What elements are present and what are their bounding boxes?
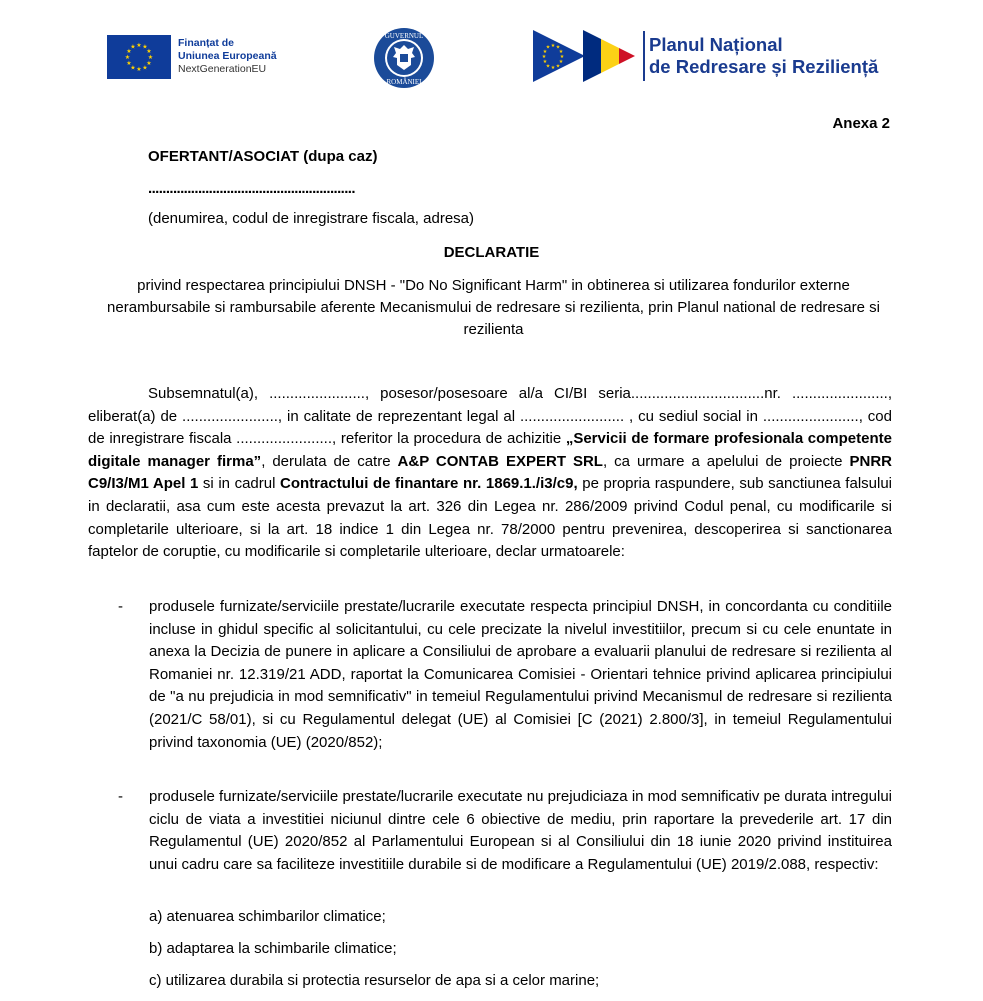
service-name: „Servicii de formare profesionala competente digitale manager firma” [88,430,892,470]
svg-text:★: ★ [541,54,547,60]
svg-text:★: ★ [555,63,561,70]
objective-item: a) atenuarea schimbarilor climatice; [149,908,386,925]
objective-item: c) utilizarea durabila si protectia resurselor de apa si a celor marine; [149,972,600,989]
svg-text:★: ★ [142,43,148,51]
bullet-dash: - [118,788,123,805]
svg-text:★: ★ [542,59,548,65]
objective-item: b) adaptarea la schimbarile climatice; [149,940,397,957]
svg-text:★: ★ [558,49,564,55]
declaration-subtitle: privind respectarea principiului DNSH - "Do No Significant Harm" in obtinerea si utilizarea fondurilor externe nerambursabile si rambursabile aferente Mecanismului de redresare si rezilienta, prin Planul national de redresare si rezilienta [107,277,880,338]
eu-funding-label [178,37,277,76]
svg-text:★: ★ [126,60,132,67]
pnrr-title-line1: Planul Național [649,34,783,55]
call-code: PNRR C9/I3/M1 Apel 1 [88,452,893,493]
annex-label: Anexa 2 [832,115,890,132]
svg-text:★: ★ [147,54,154,61]
paragraph-text-5: pe propria raspundere, sub sanctiunea falsului in declaratii, asa cum este acesta prevazut la art. 326 din Legea nr. 286/2009 privind Codul penal, cu modificarile si completarile ulterioare, si la art. 18 indice 1 din Legea nr. 78/2000 pentru prevenirea, descoperirea si sanctionarea faptelor de coruptie, cu modificarile si completarile ulterioare, declar urmatoarele: [88,475,893,561]
svg-text:★: ★ [558,59,564,65]
svg-text:★: ★ [124,54,131,61]
svg-text:★: ★ [550,65,556,71]
svg-text:★: ★ [545,44,551,51]
bullet-text: produsele furnizate/serviciile prestate/lucrarile executate nu prejudiciaza in mod semnificativ pe durata intregului ciclu de viata a investitiei niciunul dintre cele 6 obiective de mediu, prin raportare la prevederile art. 17 din Regulamentul (UE) 2020/852 al Parlamentului European si al Consiliului din 18 iunie 2020 privind instituirea unui cadru care sa faciliteze investitiile durabile si de modificare a Regulamentului (UE) 2019/2.088, respectiv: [149,788,892,873]
svg-text:★: ★ [130,64,136,72]
pnrr-logo-icon [533,28,643,83]
company-name: A&P CONTAB EXPERT SRL [397,452,603,470]
declaration-paragraph [88,383,892,564]
paragraph-text-1: Subsemnatul(a), ......................., posesor/posesoare al/a CI/BI seria................................nr. ......................., eliberat(a) de ......................., in calitate de reprezentant legal al ......................... , cu sediul social in ......................., cod de inregistrare fiscala ......................., referitor la procedura de achizitie [88,385,892,448]
svg-text:★: ★ [545,63,551,70]
bullet-item [88,596,892,754]
romanian-government-seal-icon [373,27,435,89]
svg-text:★: ★ [146,60,152,67]
svg-text:★: ★ [555,44,561,51]
svg-text:★: ★ [130,43,136,51]
eu-flag-icon [107,35,171,79]
paragraph-text-3: , ca urmare a apelului de proiecte [602,452,850,470]
pnrr-title-line2: de Redresare și Reziliență [649,56,879,77]
svg-text:★: ★ [542,49,548,55]
page-header [0,0,983,105]
svg-text:★: ★ [146,48,152,55]
bullet-item [88,786,892,876]
svg-text:★: ★ [559,54,565,60]
svg-text:★: ★ [136,42,142,49]
svg-text:GUVERNUL: GUVERNUL [384,32,424,40]
svg-text:★: ★ [142,64,148,72]
bidder-blank-field: .......................................................... [148,180,355,197]
contract-number: Contractului de finantare nr. 1869.1./i3/c9, [280,475,578,493]
svg-text:ROMÂNIEI: ROMÂNIEI [386,78,422,86]
pnrr-title [649,34,878,78]
eu-text-line1: Finanțat de [178,37,235,49]
bullet-dash: - [118,598,123,615]
pnrr-divider [643,31,645,81]
bidder-label: OFERTANT/ASOCIAT (dupa caz) [148,148,378,165]
eu-text-line3: NextGenerationEU [178,63,267,75]
bullet-text: produsele furnizate/serviciile prestate/lucrarile executate respecta principiul DNSH, in concordanta cu conditiile incluse in ghidul specific al solicitantului, cu cele precizate la nivelul investitiilor, precum si cu cele enuntate in anexa la Decizia de punere in aplicare a Consiliului de aprobare a evaluarii planului de redresare si rezilienta al Romaniei nr. 12.319/21 ADD, raportat la Comunicarea Comisiei - Orientari tehnice privind aplicarea principiului de "a nu prejudicia in mod semnificativ" in temeiul Regulamentului privind Mecanismul de redresare si rezilienta (2021/C 58/01), si cu Regulamentul delegat (UE) al Comisiei [C (2021) 2.800/3], in temeiul Regulamentului privind taxonomia (UE) (2020/852); [149,598,892,751]
svg-text:★: ★ [126,48,132,55]
svg-text:★: ★ [136,66,142,73]
svg-text:★: ★ [550,43,556,49]
paragraph-text-2: , derulata de catre [261,452,398,470]
paragraph-text-4: si in cadrul [198,475,281,493]
eu-text-line2: Uniunea Europeană [178,50,277,62]
bidder-hint: (denumirea, codul de inregistrare fiscala, adresa) [148,210,474,227]
declaration-title: DECLARATIE [443,244,540,261]
